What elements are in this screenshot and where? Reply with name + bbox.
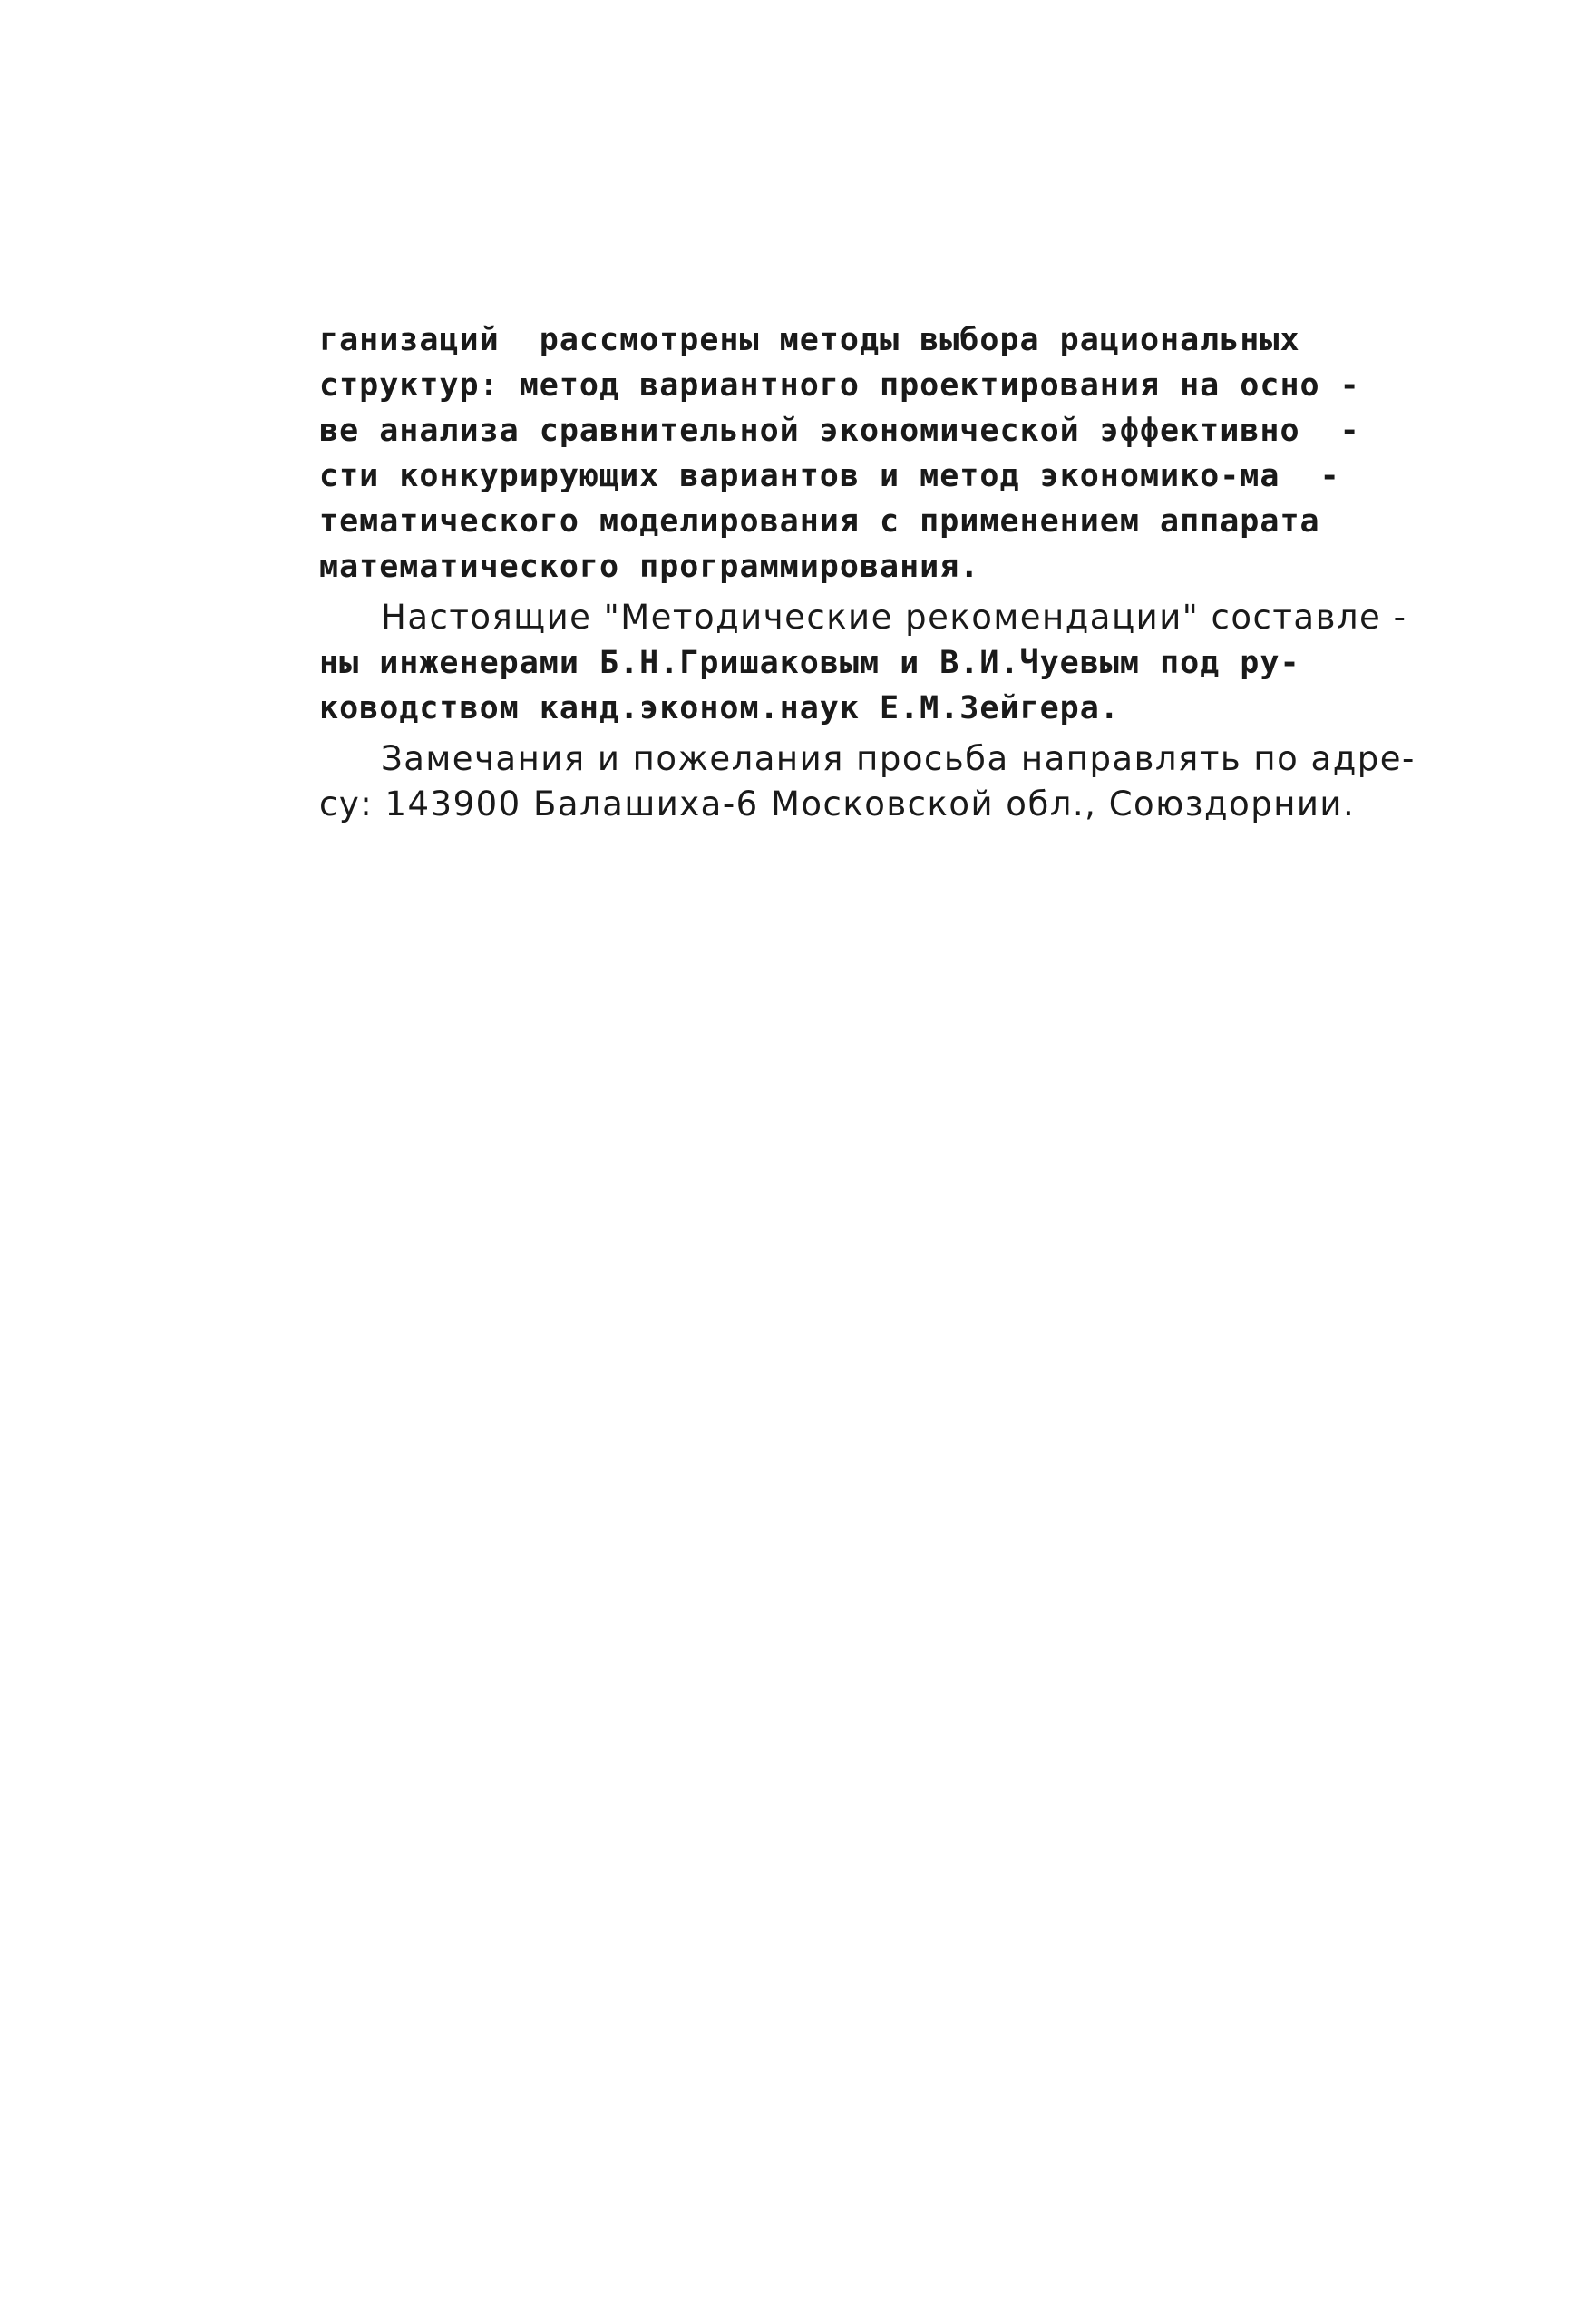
paragraph-1-line-4: сти конкурирующих вариантов и метод экономико-ма - [319,458,1340,494]
paragraph-3-line-1: Замечания и пожелания просьба направлять по адре- [381,739,1416,778]
paragraph-2-line-3: ководством канд.эконом.наук Е.М.Зейгера. [319,690,1120,726]
text-block [319,317,1471,827]
paragraph-1-line-3: ве анализа сравнительной экономической эффективно - [319,413,1360,449]
paragraph-3-line-2: су: 143900 Балашиха-6 Московской обл., Союздорнии. [319,785,1356,824]
paragraph-1-line-5: тематического моделирования с применением аппарата [319,503,1320,540]
paragraph-1 [319,317,1471,590]
paragraph-2-line-2: ны инженерами Б.Н.Гришаковым и В.И.Чуевым под ру- [319,645,1300,681]
paragraph-2 [319,595,1471,731]
paragraph-3 [319,736,1471,827]
paragraph-1-line-2: структур: метод вариантного проектирования на осно - [319,367,1360,404]
paragraph-1-line-6: математического программирования. [319,549,980,585]
paragraph-1-line-1: ганизаций рассмотрены методы выбора рациональных [319,322,1300,358]
paragraph-2-line-1: Настоящие "Методические рекомендации" составле - [381,598,1407,637]
